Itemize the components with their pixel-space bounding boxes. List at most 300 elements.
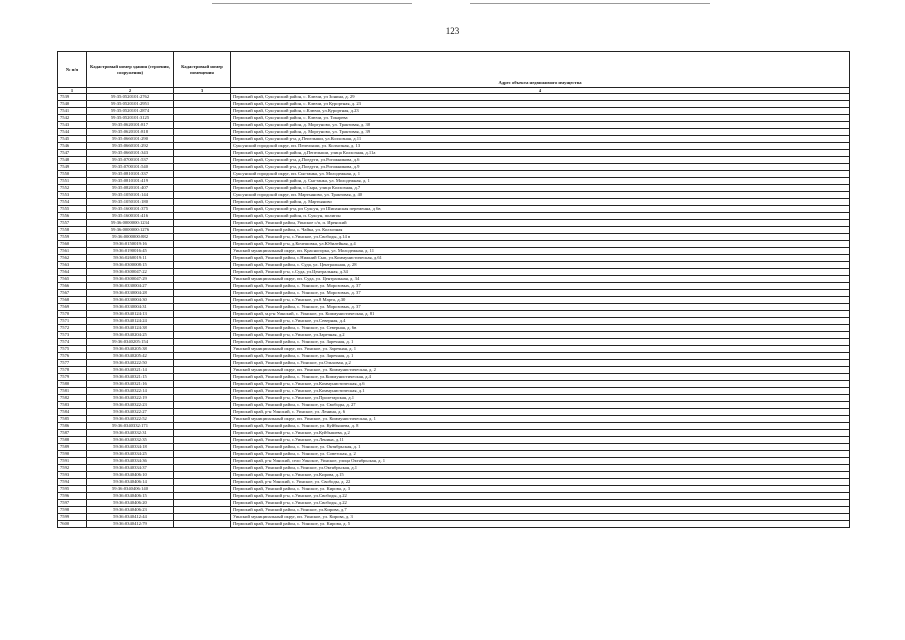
property-address: Пермский край, Уинский район, с. Уинское, ул. Заречная, д. 1: [231, 339, 850, 346]
property-address: Пермский край, Уинский р-н, с.Уинское, ул.Северная, д.4: [231, 318, 850, 325]
property-address: Пермский край, Суксунский р-н, д.Пепелыши, ул.Колхозная, д.11: [231, 136, 850, 143]
table-row: [58, 185, 850, 192]
property-address: Пермский край, Суксунский район, д. Мартьяново: [231, 199, 850, 206]
property-address: Пермский край, р-н Уинский, село Уинское, Уинское, улица Октябрьская, д. 1: [231, 458, 850, 465]
room-cadastral-number: [174, 395, 231, 402]
header-cad-room: Кадастровый номер помещения: [174, 52, 231, 88]
building-cadastral-number: 59:36:0330004:27: [87, 283, 174, 290]
building-cadastral-number: 59:36:0300047:29: [87, 276, 174, 283]
table-row: [58, 339, 850, 346]
table-row: [58, 367, 850, 374]
property-address: Пермский край, Уинский район, с. Уинское, ул.Коммунистическая, д.4: [231, 374, 850, 381]
building-cadastral-number: 59:36:0330004:28: [87, 290, 174, 297]
table-row: [58, 479, 850, 486]
room-cadastral-number: [174, 472, 231, 479]
building-cadastral-number: 59:36:0340412:79: [87, 521, 174, 528]
table-row: [58, 325, 850, 332]
building-cadastral-number: 59:36:0000000:882: [87, 234, 174, 241]
table-row: [58, 395, 850, 402]
building-cadastral-number: 59:35:1600101:375: [87, 206, 174, 213]
table-body: [58, 94, 850, 528]
table-row: [58, 241, 850, 248]
building-cadastral-number: 59:36:0000000:1234: [87, 220, 174, 227]
row-number: 7543: [58, 122, 87, 129]
table-row: [58, 248, 850, 255]
property-address: Пермский край, Уинский р-н, с.Уинское, ул.8 Марта, д.30: [231, 297, 850, 304]
property-address: Пермский край, Уинский район, с. Уинское, ул. Свободы, д. 27: [231, 402, 850, 409]
table-row: [58, 94, 850, 101]
table-row: [58, 311, 850, 318]
row-number: 7573: [58, 332, 87, 339]
room-cadastral-number: [174, 346, 231, 353]
table-row: [58, 108, 850, 115]
room-cadastral-number: [174, 283, 231, 290]
property-address: Пермский край, Суксунский район, с. Ключи, ул Курортная, д. 23: [231, 101, 850, 108]
building-cadastral-number: 59:36:0340322:27: [87, 409, 174, 416]
property-address: Уинский муниципальный округ, пп. Уинское, ул. Коммунистическая, д. 2: [231, 367, 850, 374]
row-number: 7558: [58, 227, 87, 234]
building-cadastral-number: 59:36:0260019:11: [87, 255, 174, 262]
property-address: Пермский край, Уинский район, с. Уинское, ул. Кирова, д. 3: [231, 486, 850, 493]
property-address: Пермский край, Уинский район, с. Уинское, ул. Кирова, д. 5: [231, 521, 850, 528]
room-cadastral-number: [174, 234, 231, 241]
room-cadastral-number: [174, 262, 231, 269]
room-cadastral-number: [174, 360, 231, 367]
table-row: [58, 514, 850, 521]
room-cadastral-number: [174, 465, 231, 472]
property-address: Пермский край, Уинский р-н, с.Уинское, ул.Кирова, д.15: [231, 472, 850, 479]
building-cadastral-number: 59:35:0620101:818: [87, 129, 174, 136]
building-cadastral-number: 59:36:0340321:16: [87, 381, 174, 388]
page-number: 123: [445, 26, 460, 36]
building-cadastral-number: 59:36:0340204:25: [87, 332, 174, 339]
row-number: 7552: [58, 185, 87, 192]
table-row: [58, 206, 850, 213]
building-cadastral-number: 59:35:1050101:144: [87, 192, 174, 199]
building-cadastral-number: 59:36:0340406:10: [87, 472, 174, 479]
table-row: [58, 192, 850, 199]
row-number: 7549: [58, 164, 87, 171]
table-row: [58, 409, 850, 416]
property-address: Пермский край, Уинский район, с.Нижний Сып, ул.Коммунистическая, д.61: [231, 255, 850, 262]
property-address: Пермский край, Уинский район, с. Уинское, ул. Заречная, д. 1: [231, 353, 850, 360]
property-address: Пермский край, Суксунский район, д. Моргуново, ул. Трактовая, д. 30: [231, 122, 850, 129]
row-number: 7588: [58, 437, 87, 444]
building-cadastral-number: 59:35:0520101:3125: [87, 115, 174, 122]
property-address: Пермский край, Уинский район, с. Суда, ул. Центральная, д. 28: [231, 262, 850, 269]
top-rule-left: [212, 3, 412, 4]
row-number: 7540: [58, 101, 87, 108]
row-number: 7554: [58, 199, 87, 206]
room-cadastral-number: [174, 437, 231, 444]
row-number: 7600: [58, 521, 87, 528]
building-cadastral-number: 59:36:0150019:16: [87, 241, 174, 248]
row-number: 7592: [58, 465, 87, 472]
table-row: [58, 255, 850, 262]
property-address: Пермский край, Суксунский район, с.Сыра, улица Колхозная, д.7: [231, 185, 850, 192]
table-row: [58, 346, 850, 353]
property-address: Пермский край, Уинский р-н, с.Уинское, ул.Ленина, д.11: [231, 437, 850, 444]
room-cadastral-number: [174, 199, 231, 206]
building-cadastral-number: 59:35:0820101:407: [87, 185, 174, 192]
room-cadastral-number: [174, 402, 231, 409]
table-row: [58, 304, 850, 311]
property-address: Пермский край, Уинский район, с.Уинское, ул.Октябрьская, д.1: [231, 465, 850, 472]
property-address: Пермский край, Уинский р-н, с.Уинское, ул.Пролетарская, д.1: [231, 395, 850, 402]
building-cadastral-number: 59:36:0340332:35: [87, 437, 174, 444]
row-number: 7539: [58, 94, 87, 101]
row-number: 7596: [58, 493, 87, 500]
room-cadastral-number: [174, 381, 231, 388]
room-cadastral-number: [174, 374, 231, 381]
row-number: 7586: [58, 423, 87, 430]
table-row: [58, 465, 850, 472]
property-address: Пермский край, Уинский р-н, с.Уинское, ул.Заречная, д.2: [231, 332, 850, 339]
building-cadastral-number: 59:36:0340406:140: [87, 486, 174, 493]
row-number: 7557: [58, 220, 87, 227]
table-row: [58, 430, 850, 437]
row-number: 7593: [58, 472, 87, 479]
building-cadastral-number: 59:35:0660101:292: [87, 143, 174, 150]
table-row: [58, 374, 850, 381]
room-cadastral-number: [174, 157, 231, 164]
row-number: 7564: [58, 269, 87, 276]
building-cadastral-number: 59:35:0520101:2762: [87, 94, 174, 101]
row-number: 7582: [58, 395, 87, 402]
row-number: 7571: [58, 318, 87, 325]
room-cadastral-number: [174, 507, 231, 514]
row-number: 7591: [58, 458, 87, 465]
room-cadastral-number: [174, 409, 231, 416]
row-number: 7546: [58, 143, 87, 150]
room-cadastral-number: [174, 192, 231, 199]
room-cadastral-number: [174, 325, 231, 332]
property-address: Пермский край, Суксунский район, п. Суксун, полигон: [231, 213, 850, 220]
row-number: 7575: [58, 346, 87, 353]
row-number: 7559: [58, 234, 87, 241]
property-address: Пермский край, м.р-н Уинский, с. Уинское, ул. Коммунистическая, д. 81: [231, 311, 850, 318]
row-number: 7587: [58, 430, 87, 437]
property-address: Уинский муниципальный округ, пп. Уинское, ул. Заречная, д. 1: [231, 346, 850, 353]
property-address: Пермский край, Уинский р-н, д.Кочешовка, ул.Юбилейная, д.4: [231, 241, 850, 248]
table-row: [58, 318, 850, 325]
property-address: Пермский край, Уинский район, с.Уинское, ул.Ольховая, д.2: [231, 360, 850, 367]
building-cadastral-number: 59:36:0340322:14: [87, 388, 174, 395]
room-cadastral-number: [174, 220, 231, 227]
table-row: [58, 360, 850, 367]
row-number: 7579: [58, 374, 87, 381]
row-number: 7553: [58, 192, 87, 199]
property-address: Пермский край, Уинский р-н, с.Уинское, ул.Свободы, д.14 в: [231, 234, 850, 241]
row-number: 7544: [58, 129, 87, 136]
building-cadastral-number: 59:35:0700101:537: [87, 157, 174, 164]
header-address: Адрес объекта недвижимого имущества: [231, 52, 850, 88]
room-cadastral-number: [174, 514, 231, 521]
building-cadastral-number: 59:36:0340321:15: [87, 374, 174, 381]
building-cadastral-number: 59:35:0520101:2874: [87, 108, 174, 115]
building-cadastral-number: 59:35:1600101:416: [87, 213, 174, 220]
room-cadastral-number: [174, 178, 231, 185]
property-address: Пермский край, Уинский район, Уинское с/п, п. Иренский: [231, 220, 850, 227]
room-cadastral-number: [174, 94, 231, 101]
building-cadastral-number: 59:36:0340222:50: [87, 360, 174, 367]
building-cadastral-number: 59:36:0340322:52: [87, 416, 174, 423]
row-number: 7569: [58, 304, 87, 311]
table-row: [58, 283, 850, 290]
table-row: [58, 332, 850, 339]
table-row: [58, 444, 850, 451]
column-number: 4: [231, 88, 850, 94]
room-cadastral-number: [174, 304, 231, 311]
room-cadastral-number: [174, 353, 231, 360]
row-number: 7576: [58, 353, 87, 360]
table-row: [58, 290, 850, 297]
building-cadastral-number: 59:36:0340124:24: [87, 318, 174, 325]
row-number: 7578: [58, 367, 87, 374]
property-address: Пермский край, Суксунский р-н, д.Поедуги, ул.Рогожникова, д.9: [231, 164, 850, 171]
building-cadastral-number: 59:36:0340332:171: [87, 423, 174, 430]
room-cadastral-number: [174, 122, 231, 129]
table-row: [58, 388, 850, 395]
property-address: Пермский край, Уинский р-н, с.Уинское, ул.Коммунистическая, д.6: [231, 381, 850, 388]
table-row: [58, 164, 850, 171]
table-row: [58, 150, 850, 157]
room-cadastral-number: [174, 290, 231, 297]
property-address: Пермский край, Уинский район, с. Уинское, ул. Советская, д. 2: [231, 451, 850, 458]
property-address: Уинский муниципальный округ, пп. Суда, ул. Центральная, д. 34: [231, 276, 850, 283]
row-number: 7545: [58, 136, 87, 143]
building-cadastral-number: 59:35:0810101:337: [87, 171, 174, 178]
row-number: 7565: [58, 276, 87, 283]
building-cadastral-number: 59:35:0520101:2951: [87, 101, 174, 108]
building-cadastral-number: 59:36:0000000:1276: [87, 227, 174, 234]
table-row: [58, 213, 850, 220]
room-cadastral-number: [174, 500, 231, 507]
row-number: 7595: [58, 486, 87, 493]
table-row: [58, 521, 850, 528]
table-row: [58, 122, 850, 129]
building-cadastral-number: 59:36:0340321:14: [87, 367, 174, 374]
property-address: Пермский край, Уинский р-н, с.Уинское, ул.Свободы, д.22: [231, 500, 850, 507]
top-rule-right: [470, 3, 710, 4]
row-number: 7561: [58, 248, 87, 255]
table-row: [58, 101, 850, 108]
row-number: 7560: [58, 241, 87, 248]
row-number: 7584: [58, 409, 87, 416]
row-number: 7599: [58, 514, 87, 521]
table-row: [58, 234, 850, 241]
building-cadastral-number: 59:35:1050101:180: [87, 199, 174, 206]
room-cadastral-number: [174, 458, 231, 465]
room-cadastral-number: [174, 276, 231, 283]
building-cadastral-number: 59:36:0340334:36: [87, 458, 174, 465]
property-address: Пермский край, Суксунский район, д. Моргуново, ул. Трактовая, д. 39: [231, 129, 850, 136]
room-cadastral-number: [174, 339, 231, 346]
property-address: Суксунский городской округ, пп. Мартьяново, ул. Трактовая, д. 40: [231, 192, 850, 199]
room-cadastral-number: [174, 521, 231, 528]
building-cadastral-number: 59:36:0340322:19: [87, 395, 174, 402]
building-cadastral-number: 59:36:0330004:31: [87, 304, 174, 311]
room-cadastral-number: [174, 185, 231, 192]
room-cadastral-number: [174, 115, 231, 122]
table-row: [58, 486, 850, 493]
property-address: Пермский край, Уинский район, с. Чайка, ул. Колхозная: [231, 227, 850, 234]
row-number: 7555: [58, 206, 87, 213]
table-row: [58, 297, 850, 304]
column-number: 3: [174, 88, 231, 94]
table-row: [58, 451, 850, 458]
building-cadastral-number: 59:36:0340334:37: [87, 465, 174, 472]
property-address: Пермский край, Уинский р-н, с.Уинское, ул.Свободы, д.22: [231, 493, 850, 500]
room-cadastral-number: [174, 227, 231, 234]
room-cadastral-number: [174, 367, 231, 374]
room-cadastral-number: [174, 493, 231, 500]
property-address: Пермский край, Суксунский р-н, рп Суксун, ул Шипанская переменна, д 6в: [231, 206, 850, 213]
building-cadastral-number: 59:36:0300047:22: [87, 269, 174, 276]
property-address: Пермский край, Уинский р-н, с.Уинское, ул.Коммунистическая, д.1: [231, 388, 850, 395]
property-address: Пермский край, Уинский район, с. Уинское, ул. Морозовых, д. 37: [231, 290, 850, 297]
room-cadastral-number: [174, 206, 231, 213]
property-registry-table: [57, 51, 850, 528]
property-address: Суксунский городской округ, пп. Пепелыши, ул. Колхозная, д. 13: [231, 143, 850, 150]
table-row: [58, 507, 850, 514]
room-cadastral-number: [174, 486, 231, 493]
building-cadastral-number: 59:36:0340406:15: [87, 493, 174, 500]
table-row: [58, 136, 850, 143]
table-row: [58, 178, 850, 185]
room-cadastral-number: [174, 423, 231, 430]
property-address: Пермский край, р-н Уинский, с. Уинское, ул. Ленина, д. 6: [231, 409, 850, 416]
building-cadastral-number: 59:35:0620101:817: [87, 122, 174, 129]
room-cadastral-number: [174, 297, 231, 304]
table-row: [58, 157, 850, 164]
property-address: Суксунский городской округ, пп. Сыгтанка, ул. Молодежная, д. 1: [231, 171, 850, 178]
row-number: 7567: [58, 290, 87, 297]
building-cadastral-number: 59:35:0810101:419: [87, 178, 174, 185]
row-number: 7598: [58, 507, 87, 514]
header-num: № п/п: [58, 52, 87, 88]
property-address: Уинский муниципальный округ, пп. Уинское, ул. Кирова, д. 3: [231, 514, 850, 521]
room-cadastral-number: [174, 129, 231, 136]
table-row: [58, 227, 850, 234]
building-cadastral-number: 59:36:0340334:18: [87, 444, 174, 451]
table-row: [58, 276, 850, 283]
row-number: 7550: [58, 171, 87, 178]
table-row: [58, 500, 850, 507]
property-address: Пермский край, Уинский р-н, с.Суда, ул.Центральная, д.34: [231, 269, 850, 276]
room-cadastral-number: [174, 213, 231, 220]
room-cadastral-number: [174, 479, 231, 486]
row-number: 7541: [58, 108, 87, 115]
building-cadastral-number: 59:36:0340322:23: [87, 402, 174, 409]
table-row: [58, 458, 850, 465]
building-cadastral-number: 59:36:0340205:42: [87, 353, 174, 360]
row-number: 7542: [58, 115, 87, 122]
building-cadastral-number: 59:36:0340406:20: [87, 500, 174, 507]
room-cadastral-number: [174, 164, 231, 171]
room-cadastral-number: [174, 171, 231, 178]
room-cadastral-number: [174, 101, 231, 108]
property-address: Пермский край, Уинский район, с. Уинское, ул. Куйбышева, д. 8: [231, 423, 850, 430]
header-cad-building: Кадастровый номер здания (строения, сооружения): [87, 52, 174, 88]
room-cadastral-number: [174, 143, 231, 150]
table-row: [58, 416, 850, 423]
row-number: 7572: [58, 325, 87, 332]
row-number: 7548: [58, 157, 87, 164]
building-cadastral-number: 59:36:0300008:15: [87, 262, 174, 269]
room-cadastral-number: [174, 388, 231, 395]
table-row: [58, 220, 850, 227]
row-number: 7594: [58, 479, 87, 486]
property-address: Пермский край, Суксунский район, с. Ключи, ул Зонина, д. 29: [231, 94, 850, 101]
property-address: Пермский край, Уинский район, с. Уинское, ул. Октябрьская, д. 1: [231, 444, 850, 451]
row-number: 7566: [58, 283, 87, 290]
building-cadastral-number: 59:36:0340412:44: [87, 514, 174, 521]
room-cadastral-number: [174, 332, 231, 339]
building-cadastral-number: 59:36:0340124:13: [87, 311, 174, 318]
table-row: [58, 269, 850, 276]
table-row: [58, 493, 850, 500]
column-number: 2: [87, 88, 174, 94]
header-row: [58, 52, 850, 88]
room-cadastral-number: [174, 416, 231, 423]
row-number: 7568: [58, 297, 87, 304]
building-cadastral-number: 59:35:0700101:540: [87, 164, 174, 171]
room-cadastral-number: [174, 150, 231, 157]
row-number: 7581: [58, 388, 87, 395]
room-cadastral-number: [174, 269, 231, 276]
table-row: [58, 171, 850, 178]
room-cadastral-number: [174, 241, 231, 248]
row-number: 7589: [58, 444, 87, 451]
building-cadastral-number: 59:36:0340124:38: [87, 325, 174, 332]
building-cadastral-number: 59:35:0660101:343: [87, 150, 174, 157]
building-cadastral-number: 59:36:0190016:45: [87, 248, 174, 255]
property-address: Пермский край, Уинский район, с. Уинское, ул. Морозовых, д. 37: [231, 283, 850, 290]
property-address: Пермский край, Уинский р-н, с.Уинское, ул.Куйбышева, д.2: [231, 430, 850, 437]
table-row: [58, 437, 850, 444]
building-cadastral-number: 59:36:0330004:30: [87, 297, 174, 304]
property-address: Уинский муниципальный округ, пп. Красногорка, ул. Молодежная, д. 11: [231, 248, 850, 255]
property-address: Пермский край, Суксунский район, с.Ключи, ул.Курортная, д.23: [231, 108, 850, 115]
property-address: Пермский край, Суксунский район, с. Ключи, ул. Токарева: [231, 115, 850, 122]
row-number: 7597: [58, 500, 87, 507]
table-row: [58, 262, 850, 269]
row-number: 7577: [58, 360, 87, 367]
property-address: Пермский край, Уинский район, с. Уинское, ул. Северная, д. 6в: [231, 325, 850, 332]
building-cadastral-number: 59:36:0340406:23: [87, 507, 174, 514]
row-number: 7563: [58, 262, 87, 269]
room-cadastral-number: [174, 255, 231, 262]
table-row: [58, 402, 850, 409]
property-address: Пермский край, Суксунский район, д.Пепелыши, улица Колхозная, д.11а: [231, 150, 850, 157]
property-address: Уинский муниципальный округ, пп. Уинское, ул. Коммунистическая, д. 1: [231, 416, 850, 423]
table-row: [58, 115, 850, 122]
row-number: 7585: [58, 416, 87, 423]
row-number: 7551: [58, 178, 87, 185]
property-address: Пермский край, Уинский район, с.Уинское, ул.Кирова, д.7: [231, 507, 850, 514]
table-row: [58, 381, 850, 388]
building-cadastral-number: 59:36:0340406:14: [87, 479, 174, 486]
room-cadastral-number: [174, 248, 231, 255]
row-number: 7547: [58, 150, 87, 157]
row-number: 7583: [58, 402, 87, 409]
row-number: 7580: [58, 381, 87, 388]
room-cadastral-number: [174, 318, 231, 325]
table-row: [58, 129, 850, 136]
building-cadastral-number: 59:36:0340332:31: [87, 430, 174, 437]
building-cadastral-number: 59:35:0660101:290: [87, 136, 174, 143]
